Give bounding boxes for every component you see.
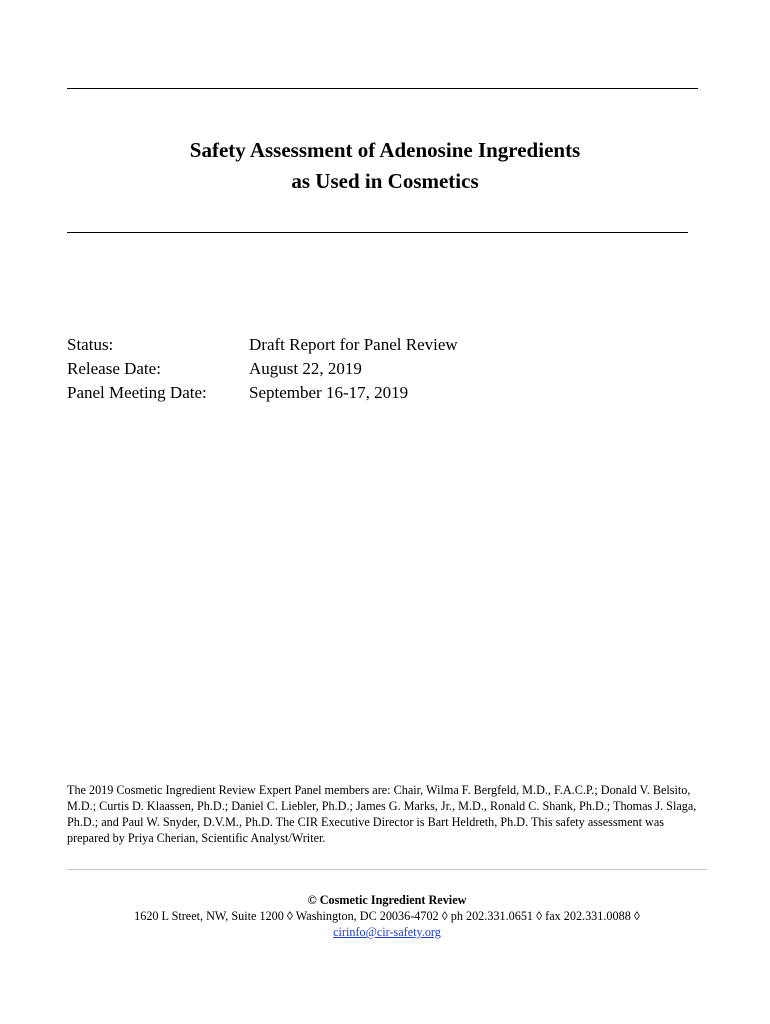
footer-divider: [67, 869, 707, 870]
release-date-row: [67, 357, 458, 381]
panel-meeting-value: September 16-17, 2019: [249, 383, 409, 402]
panel-meeting-label: Panel Meeting Date:: [67, 383, 207, 402]
status-value: Draft Report for Panel Review: [249, 335, 458, 354]
footer-organization: © Cosmetic Ingredient Review: [307, 893, 467, 907]
panel-members-paragraph: The 2019 Cosmetic Ingredient Review Expert Panel members are: Chair, Wilma F. Bergfeld, M.D., F.A.C.P.; Donald V. Belsito, M.D.; Curtis D. Klaassen, Ph.D.; Daniel C. Liebler, Ph.D.; James G. Marks, Jr., M.D., Ronald C. Shank, Ph.D.; Thomas J. Slaga, Ph.D.; and Paul W. Snyder, D.V.M., Ph.D. The CIR Executive Director is Bart Heldreth, Ph.D. This safety assessment was prepared by Priya Cherian, Scientific Analyst/Writer.: [67, 783, 697, 845]
release-date-value: August 22, 2019: [249, 359, 362, 378]
status-table: [67, 333, 458, 405]
document-title: [67, 135, 703, 197]
top-divider: [67, 88, 698, 89]
title-divider: [67, 232, 688, 233]
title-line-1: Safety Assessment of Adenosine Ingredients: [189, 138, 581, 162]
title-line-2: as Used in Cosmetics: [291, 169, 479, 193]
footer: [67, 892, 707, 940]
status-row: [67, 333, 458, 357]
email-link[interactable]: cirinfo@cir-safety.org: [333, 925, 441, 939]
panel-meeting-row: [67, 381, 458, 405]
status-label: Status:: [67, 335, 114, 354]
footer-address: 1620 L Street, NW, Suite 1200 ◊ Washington, DC 20036-4702 ◊ ph 202.331.0651 ◊ fax 202.331.0088 ◊: [134, 909, 640, 923]
release-date-label: Release Date:: [67, 359, 161, 378]
